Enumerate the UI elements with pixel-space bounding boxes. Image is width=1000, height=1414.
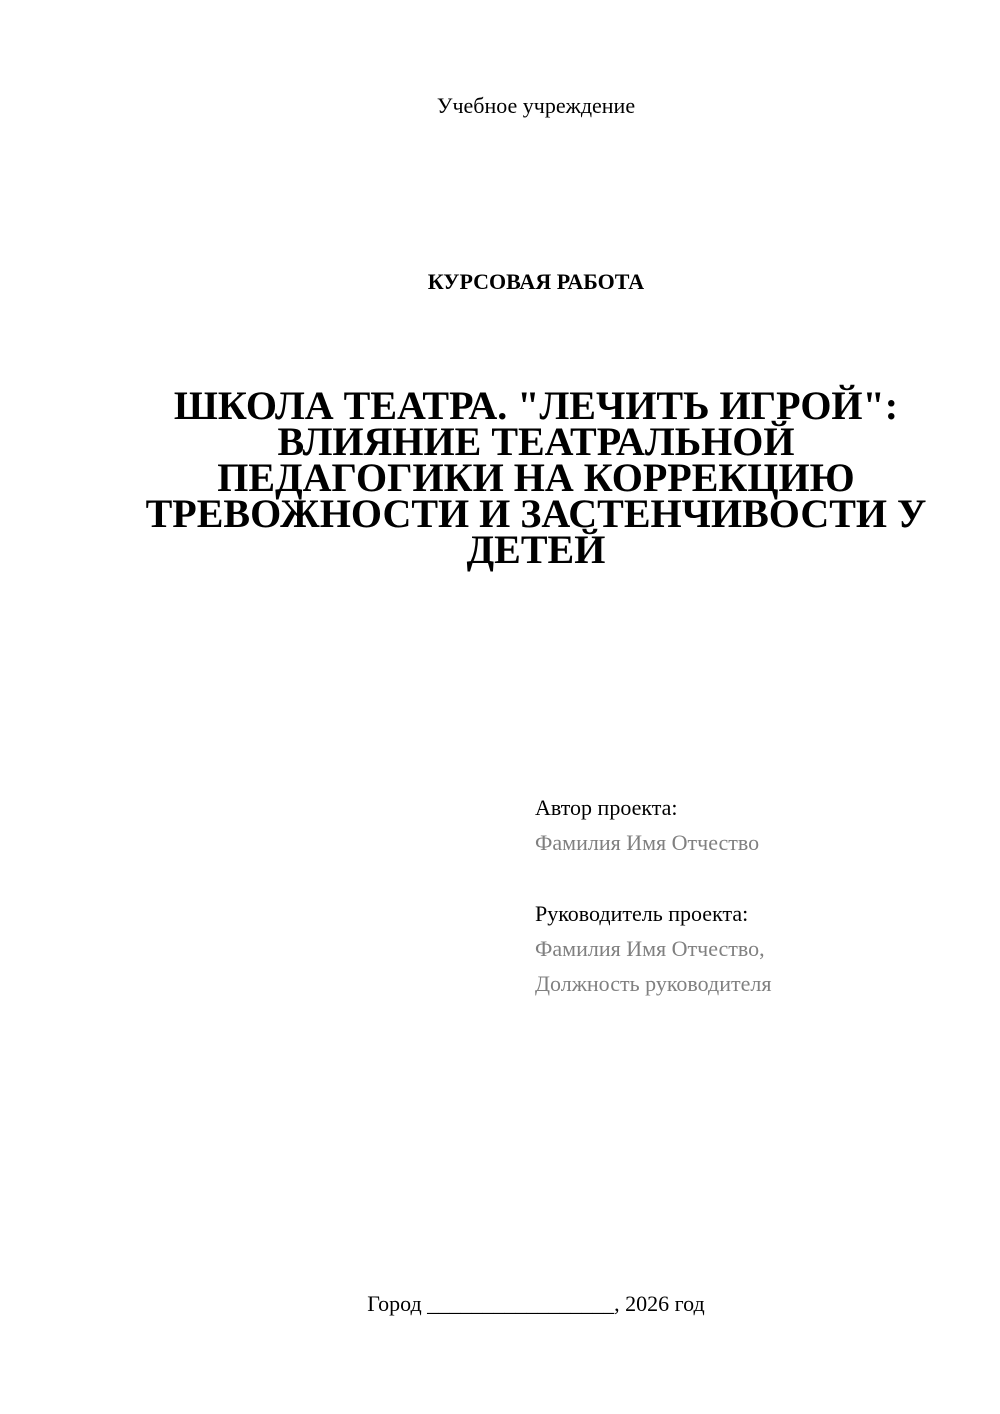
title-line: ШКОЛА ТЕАТРА. "ЛЕЧИТЬ ИГРОЙ": bbox=[173, 383, 899, 428]
document-title bbox=[140, 383, 932, 572]
supervisor-label: Руководитель проекта: bbox=[535, 901, 749, 926]
supervisor-name: Фамилия Имя Отчество, bbox=[535, 936, 765, 961]
supervisor-position: Должность руководителя bbox=[535, 971, 772, 996]
work-type-heading: КУРСОВАЯ РАБОТА bbox=[427, 269, 645, 294]
title-line: ВЛИЯНИЕ ТЕАТРАЛЬНОЙ bbox=[277, 419, 795, 464]
institution-name: Учебное учреждение bbox=[436, 93, 636, 118]
spacer bbox=[535, 860, 955, 896]
title-line: ТРЕВОЖНОСТИ И ЗАСТЕНЧИВОСТИ У bbox=[145, 491, 927, 536]
author-label: Автор проекта: bbox=[535, 795, 678, 820]
city-year-line: Город _________________, 2026 год bbox=[367, 1291, 705, 1316]
author-name: Фамилия Имя Отчество bbox=[535, 830, 760, 855]
title-line: ПЕДАГОГИКИ НА КОРРЕКЦИЮ bbox=[217, 455, 855, 500]
credits-block bbox=[535, 790, 955, 1001]
title-line: ДЕТЕЙ bbox=[466, 527, 606, 572]
